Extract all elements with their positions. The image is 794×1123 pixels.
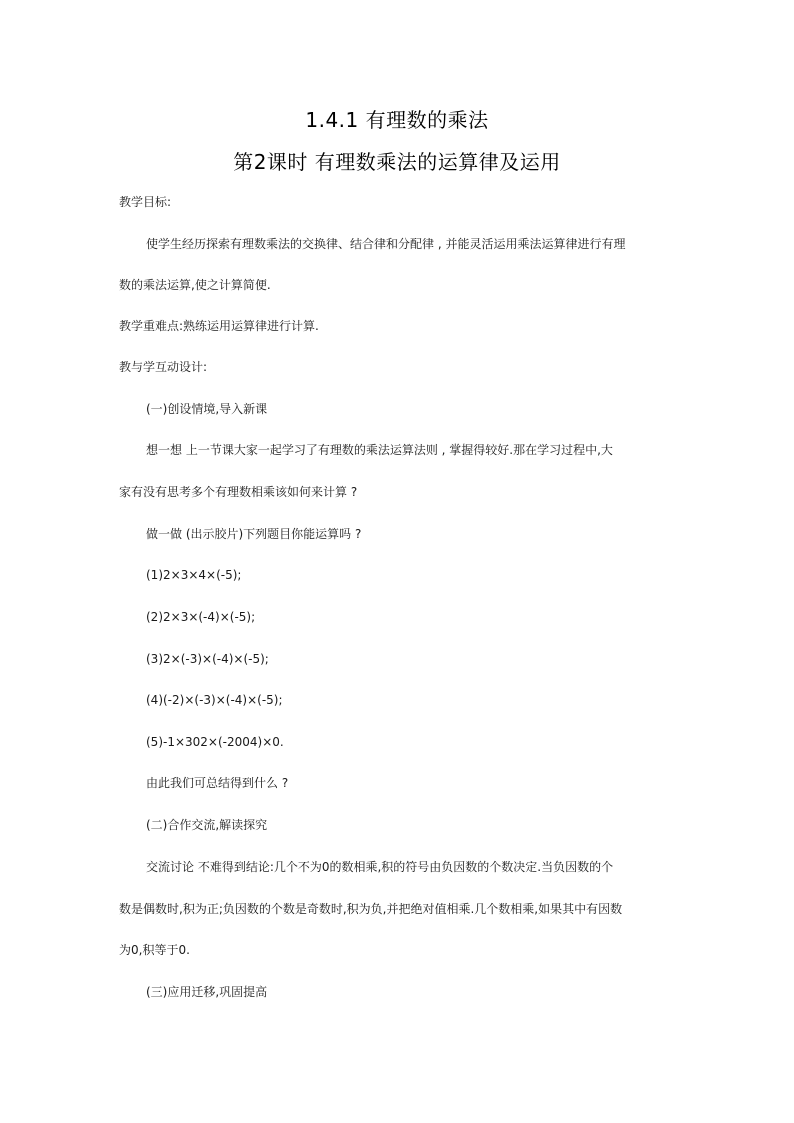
paragraph-line: 交流讨论 不难得到结论:几个不为0的数相乘,积的符号由负因数的个数决定.当负因数的个 <box>146 860 614 874</box>
section-heading-objectives: 教学目标: <box>119 195 172 209</box>
exercise-item: (1)2×3×4×(-5); <box>146 568 242 582</box>
paragraph-line: 数是偶数时,积为正;负因数的个数是奇数时,积为负,并把绝对值相乘.几个数相乘,如果其中有因数 <box>119 902 623 916</box>
paragraph-line: 使学生经历探索有理数乘法的交换律、结合律和分配律 , 并能灵活运用乘法运算律进行有理 <box>146 237 626 251</box>
subsection-heading: (一)创设情境,导入新课 <box>146 402 268 416</box>
subsection-heading: (三)应用迁移,巩固提高 <box>146 985 268 999</box>
paragraph-line: 由此我们可总结得到什么 ? <box>146 776 289 790</box>
paragraph-line: 想一想 上一节课大家一起学习了有理数的乘法运算法则 , 掌握得较好.那在学习过程中,大 <box>146 443 613 457</box>
exercise-item: (2)2×3×(-4)×(-5); <box>146 610 256 624</box>
paragraph-line: 为0,积等于0. <box>119 943 190 957</box>
paragraph-line: 家有没有思考多个有理数相乘该如何来计算 ? <box>119 485 358 499</box>
paragraph-line: 数的乘法运算,使之计算简便. <box>119 278 271 292</box>
lesson-subtitle: 第2课时 有理数乘法的运算律及运用 <box>233 150 561 174</box>
subsection-heading: (二)合作交流,解读探究 <box>146 818 268 832</box>
exercise-item: (5)-1×302×(-2004)×0. <box>146 735 284 749</box>
section-heading-key-points: 教学重难点:熟练运用运算律进行计算. <box>119 319 319 333</box>
exercise-item: (4)(-2)×(-3)×(-4)×(-5); <box>146 693 283 707</box>
exercise-item: (3)2×(-3)×(-4)×(-5); <box>146 652 269 666</box>
document-title: 1.4.1 有理数的乘法 <box>305 108 489 132</box>
paragraph-line: 做一做 (出示胶片)下列题目你能运算吗 ? <box>146 527 362 541</box>
section-heading-interaction: 教与学互动设计: <box>119 360 208 374</box>
